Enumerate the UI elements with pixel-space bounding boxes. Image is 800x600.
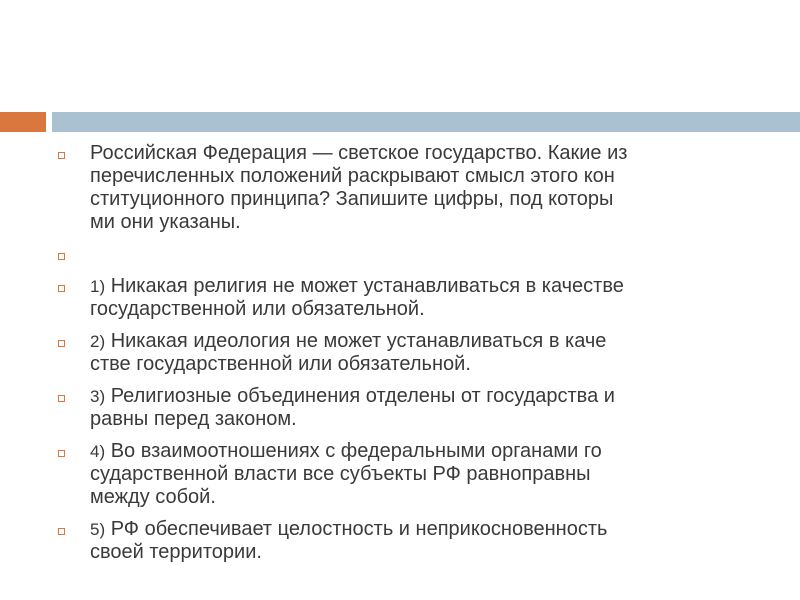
- question-line: перечисленных положений раскрывают смысл этого кон: [90, 165, 615, 187]
- question-line: Российская Федерация — светское государство. Какие из: [90, 142, 628, 164]
- empty-item: [56, 243, 776, 266]
- statement-line: равны перед законом.: [90, 408, 297, 430]
- question-line: ми они указаны.: [90, 211, 241, 233]
- statement-line: [90, 275, 776, 298]
- statement-number: 1): [90, 277, 106, 296]
- statement-number: 3): [90, 387, 106, 406]
- statement-number: 5): [90, 520, 106, 539]
- statement-line: стве государственной или обязательной.: [90, 353, 471, 375]
- square-bullet-icon: [58, 285, 65, 292]
- statement-item-4: [56, 440, 776, 509]
- statement-number: 4): [90, 442, 106, 461]
- square-bullet-icon: [58, 152, 65, 159]
- header-bar: [52, 112, 800, 132]
- statement-text: Во взаимоотношениях с федеральными органами го: [110, 440, 602, 462]
- statement-item-5: [56, 518, 776, 564]
- statement-item-2: [56, 330, 776, 376]
- question-line: ституционного принципа? Запишите цифры, под которы: [90, 188, 614, 210]
- question-item: [56, 142, 776, 234]
- statement-line: государственной или обязательной.: [90, 298, 425, 320]
- slide-content: [56, 142, 776, 564]
- square-bullet-icon: [58, 528, 65, 535]
- statement-line: между собой.: [90, 486, 216, 508]
- square-bullet-icon: [58, 395, 65, 402]
- accent-bar: [0, 112, 46, 132]
- statement-text: Религиозные объединения отделены от государства и: [110, 385, 615, 407]
- statement-line: сударственной власти все субъекты РФ равноправны: [90, 463, 591, 485]
- square-bullet-icon: [58, 340, 65, 347]
- statement-item-3: [56, 385, 776, 431]
- square-bullet-icon: [58, 253, 65, 260]
- statement-line: [90, 440, 776, 463]
- statement-text: Никакая религия не может устанавливаться в качестве: [110, 275, 624, 297]
- statement-line: [90, 518, 776, 541]
- square-bullet-icon: [58, 450, 65, 457]
- statement-line: своей территории.: [90, 541, 262, 563]
- statement-line: [90, 330, 776, 353]
- statement-item-1: [56, 275, 776, 321]
- statement-line: [90, 385, 776, 408]
- statement-text: Никакая идеология не может устанавливаться в каче: [110, 330, 607, 352]
- statement-text: РФ обеспечивает целостность и неприкосновенность: [110, 518, 608, 540]
- statement-number: 2): [90, 332, 106, 351]
